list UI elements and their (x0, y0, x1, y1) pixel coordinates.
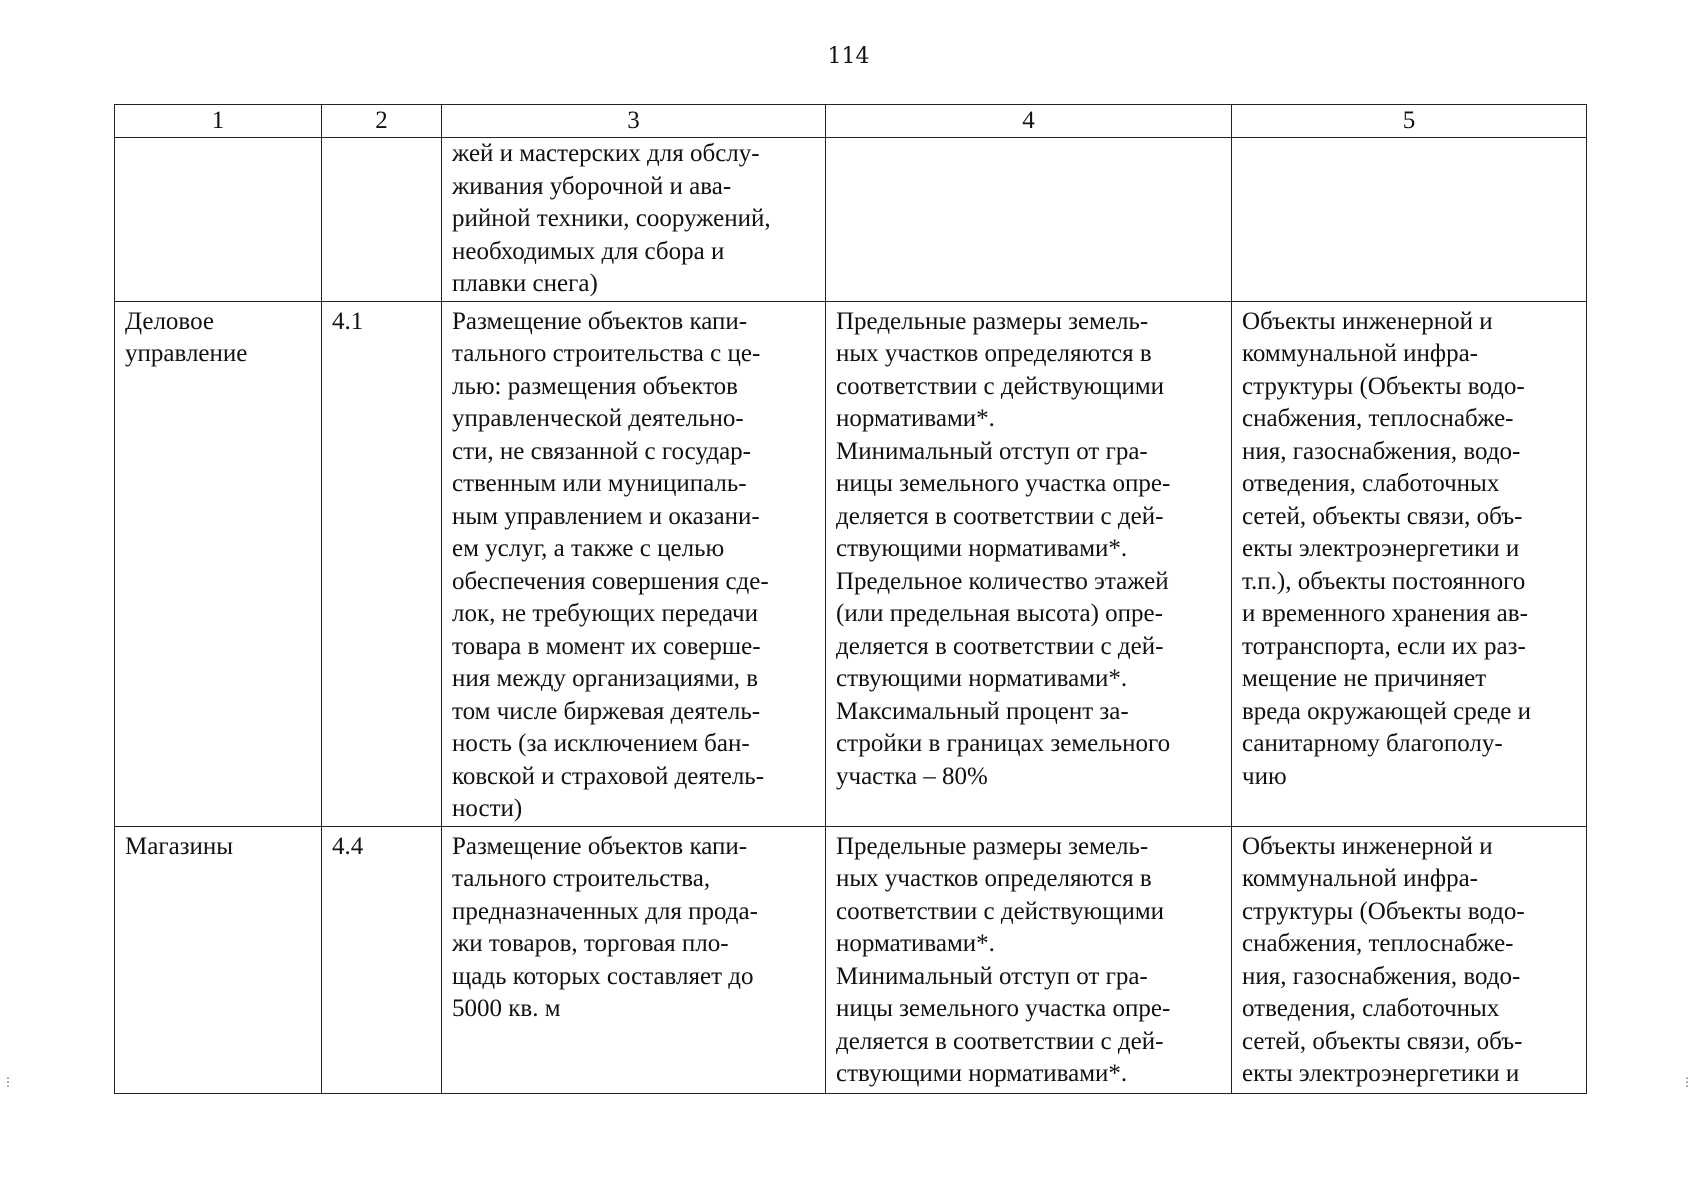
use-description-cell: Размещение объектов капи- тального строительства, предназначенных для прода- жи товаров, торговая пло- щадь которых составляет до 5000 кв. м (442, 826, 826, 1093)
auxiliary-uses-cell: Объекты инженерной и коммунальной инфра- структуры (Объекты водо- снабжения, теплоснабже- ния, газоснабжения, водо- отведения, слаботочных сетей, объекты связи, объ- екты электроэнергетики и т.п.), объекты постоянного и временного хранения ав- тотранспорта, если их раз- мещение не причиняет вреда окружающей среде и санитарному благополу- чию (1232, 301, 1587, 826)
table-row (115, 301, 1587, 826)
auxiliary-uses-cell: Объекты инженерной и коммунальной инфра- структуры (Объекты водо- снабжения, теплоснабже- ния, газоснабжения, водо- отведения, слаботочных сетей, объекты связи, объ- екты электроэнергетики и (1232, 826, 1587, 1093)
use-name-cell: Магазины (115, 826, 322, 1093)
header-col-5: 5 (1232, 105, 1587, 138)
page-number: 114 (827, 44, 870, 69)
use-description-cell: жей и мастерских для обслу- живания уборочной и ава- рийной техники, сооружений, необходимых для сбора и плавки снега) (442, 138, 826, 302)
table-row (115, 138, 1587, 302)
scan-edge-mark-left: ⋮ (2, 1075, 14, 1089)
land-use-table (114, 104, 1587, 1094)
parameters-cell: Предельные размеры земель- ных участков определяются в соответствии с действующими нормативами*. Минимальный отступ от гра- ницы земельного участка опре- деляется в соответствии с дей- ствующими нормативами*. Предельное количество этажей (или предельная высота) опре- деляется в соответствии с дей- ствующими нормативами*. Максимальный процент за- стройки в границах земельного участка – 80% (826, 301, 1232, 826)
header-col-4: 4 (826, 105, 1232, 138)
use-code-cell: 4.1 (322, 301, 442, 826)
header-col-2: 2 (322, 105, 442, 138)
scan-edge-mark-right: ⋮ (1681, 1075, 1693, 1089)
use-name-cell: Деловое управление (115, 301, 322, 826)
parameters-cell (826, 138, 1232, 302)
header-col-3: 3 (442, 105, 826, 138)
table-row (115, 826, 1587, 1093)
auxiliary-uses-cell (1232, 138, 1587, 302)
parameters-cell: Предельные размеры земель- ных участков определяются в соответствии с действующими нормативами*. Минимальный отступ от гра- ницы земельного участка опре- деляется в соответствии с дей- ствующими нормативами*. (826, 826, 1232, 1093)
use-name-cell (115, 138, 322, 302)
header-col-1: 1 (115, 105, 322, 138)
use-description-cell: Размещение объектов капи- тального строительства с це- лью: размещения объектов управленческой деятельно- сти, не связанной с государ- ственным или муниципаль- ным управлением и оказани- ем услуг, а также с целью обеспечения совершения сде- лок, не требующих передачи товара в момент их соверше- ния между организациями, в том числе биржевая деятель- ность (за исключением бан- ковской и страховой деятель- ности) (442, 301, 826, 826)
use-code-cell (322, 138, 442, 302)
table-header (115, 105, 1587, 138)
use-code-cell: 4.4 (322, 826, 442, 1093)
header-row (115, 105, 1587, 138)
